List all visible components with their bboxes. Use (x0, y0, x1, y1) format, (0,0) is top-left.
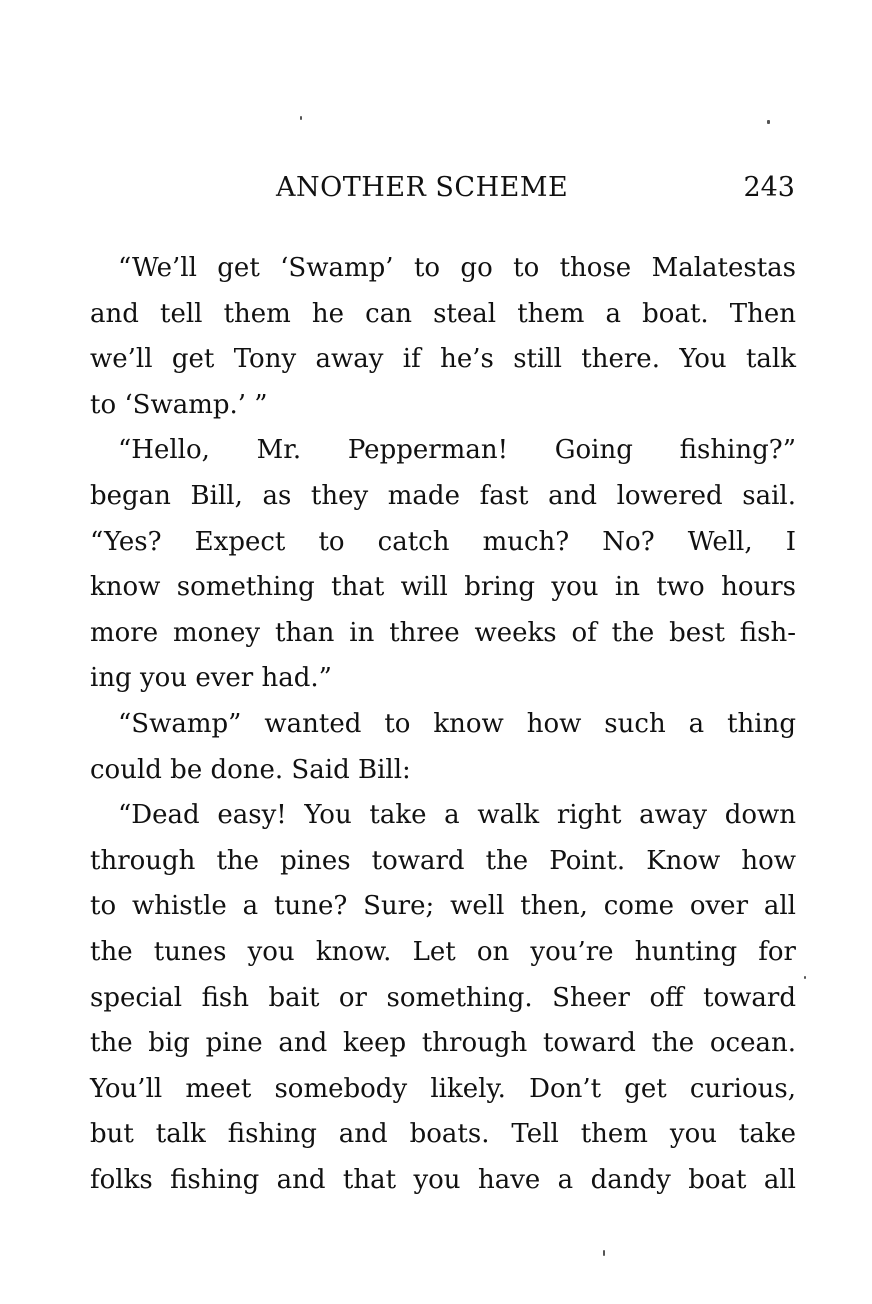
text-line: “Dead easy! You take a walk right away down (118, 800, 796, 831)
text-line: You’ll meet somebody likely. Don’t get curious, (90, 1073, 796, 1104)
text-line: folks fishing and that you have a dandy boat all (90, 1164, 796, 1195)
text-line: could be done. Said Bill: (90, 754, 411, 785)
text-line: ing you ever had.” (90, 663, 332, 694)
text-line: and tell them he can steal them a boat. Then (90, 298, 796, 329)
running-head (90, 172, 795, 212)
text-line: we’ll get Tony away if he’s still there. You talk (90, 344, 796, 375)
text-line: began Bill, as they made fast and lowered sail. (90, 480, 796, 511)
body-text (90, 246, 796, 1203)
print-speck (603, 1250, 605, 1256)
text-line: the big pine and keep through toward the ocean. (90, 1028, 796, 1059)
text-line: more money than in three weeks of the best fish- (90, 617, 796, 648)
text-line: to whistle a tune? Sure; well then, come over all (90, 891, 796, 922)
text-line: know something that will bring you in two hours (90, 572, 796, 603)
text-line: “Hello, Mr. Pepperman! Going fishing?” (118, 435, 796, 466)
page-number: 243 (743, 172, 795, 203)
text-line: “Swamp” wanted to know how such a thing (118, 708, 796, 739)
print-speck (767, 120, 770, 124)
text-line: special fish bait or something. Sheer off toward (90, 982, 796, 1013)
text-line: the tunes you know. Let on you’re hunting for (90, 936, 796, 967)
text-line: through the pines toward the Point. Know how (90, 845, 796, 876)
print-speck (804, 976, 806, 979)
running-title: ANOTHER SCHEME (276, 172, 569, 203)
print-speck (300, 116, 302, 120)
text-line: but talk fishing and boats. Tell them you take (90, 1119, 796, 1150)
text-line: “Yes? Expect to catch much? No? Well, I (90, 526, 796, 557)
text-line: “We’ll get ‘Swamp’ to go to those Malatestas (118, 253, 796, 283)
text-line: to ‘Swamp.’ ” (90, 389, 268, 420)
